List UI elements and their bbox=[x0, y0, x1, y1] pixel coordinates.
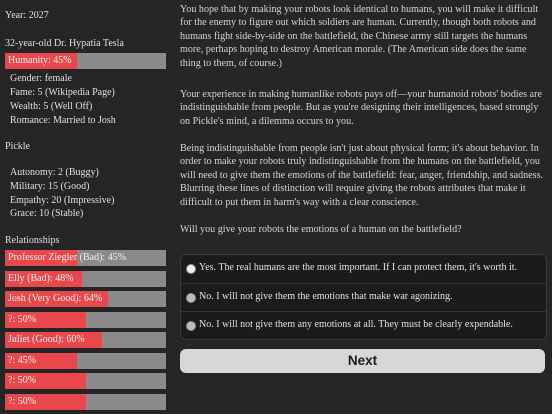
pickle-military: Military: 15 (Good) bbox=[10, 181, 90, 192]
choice-label: No. I will not give them any emotions at all. They must be clearly expendable. bbox=[199, 319, 513, 330]
stat-romance: Romance: Married to Josh bbox=[10, 115, 116, 126]
character-title: 32-year-old Dr. Hypatia Tesla bbox=[5, 38, 124, 49]
choice-option[interactable] bbox=[181, 255, 546, 281]
year-label: Year: 2027 bbox=[5, 10, 49, 21]
choice-label: No. I will not give them the emotions that make war agonizing. bbox=[199, 291, 453, 302]
relationship-label: Elly (Bad): 48% bbox=[8, 273, 74, 284]
relationship-label: ?: 50% bbox=[8, 314, 37, 325]
choice-list bbox=[180, 254, 547, 340]
relationship-label: ?: 50% bbox=[8, 375, 37, 386]
stats-sidebar bbox=[0, 0, 168, 414]
pickle-autonomy: Autonomy: 2 (Buggy) bbox=[10, 167, 99, 178]
radio-icon[interactable] bbox=[186, 321, 196, 331]
choice-label: Yes. The real humans are the most important. If I can protect them, it's worth it. bbox=[199, 262, 518, 273]
relationship-bar bbox=[5, 353, 166, 369]
stat-gender: Gender: female bbox=[10, 73, 72, 84]
story-paragraph: You hope that by making your robots look identical to humans, you will make it difficult for the enemy to figure out which soldiers are human. Currently, though both robots and humans fight side-by-side on the battlefield, the Chinese army still targets the humans more, perhaps hoping to destroy American morale. (The American side does the same thing to them, of course.) bbox=[180, 4, 539, 69]
relationship-bar bbox=[5, 291, 166, 307]
humanity-bar bbox=[5, 53, 166, 69]
relationship-label: ?: 45% bbox=[8, 355, 37, 366]
next-button[interactable]: Next bbox=[180, 349, 545, 373]
choice-option[interactable] bbox=[181, 283, 546, 310]
stat-wealth: Wealth: 5 (Well Off) bbox=[10, 101, 93, 112]
stat-fame: Fame: 5 (Wikipedia Page) bbox=[10, 87, 115, 98]
pickle-empathy: Empathy: 20 (Impressive) bbox=[10, 195, 115, 206]
relationship-bar bbox=[5, 250, 166, 266]
relationship-bar bbox=[5, 373, 166, 389]
relationship-bar bbox=[5, 394, 166, 410]
relationship-label: ?: 50% bbox=[8, 396, 37, 407]
radio-selected-icon[interactable] bbox=[186, 264, 196, 274]
story-paragraph: Your experience in making humanlike robots pays off—your humanoid robots' bodies are indistinguishable from people. But as you're designing their intelligences, based strongly on Pickle's mind, a dilemma occurs to you. bbox=[180, 89, 542, 127]
relationship-label: Josh (Very Good): 64% bbox=[8, 293, 103, 304]
relationships-heading: Relationships bbox=[5, 235, 60, 246]
relationship-bar bbox=[5, 332, 166, 348]
relationship-label: Juliet (Good): 60% bbox=[8, 334, 85, 345]
humanity-bar-label: Humanity: 45% bbox=[8, 55, 72, 66]
relationship-bar bbox=[5, 271, 166, 287]
pickle-heading: Pickle bbox=[5, 141, 30, 152]
relationship-label: Professor Ziegler (Bad): 45% bbox=[8, 252, 127, 263]
relationship-bar bbox=[5, 312, 166, 328]
pickle-grace: Grace: 10 (Stable) bbox=[10, 208, 84, 219]
story-question: Will you give your robots the emotions of a human on the battlefield? bbox=[180, 224, 462, 235]
story-paragraph: Being indistinguishable from people isn't just about physical form; it's about behavior. In order to make your robots truly indistinguishable from the humans on the battlefield, you will need to give them the emotions of the battlefield: fear, anger, friendship, and sadness. Blurring these lines of distinction will require giving the robots attributes that make it difficult to put them in harm's way with a clear conscience. bbox=[180, 143, 544, 208]
radio-icon[interactable] bbox=[186, 293, 196, 303]
story-panel bbox=[168, 0, 552, 414]
choice-option[interactable] bbox=[181, 311, 546, 338]
